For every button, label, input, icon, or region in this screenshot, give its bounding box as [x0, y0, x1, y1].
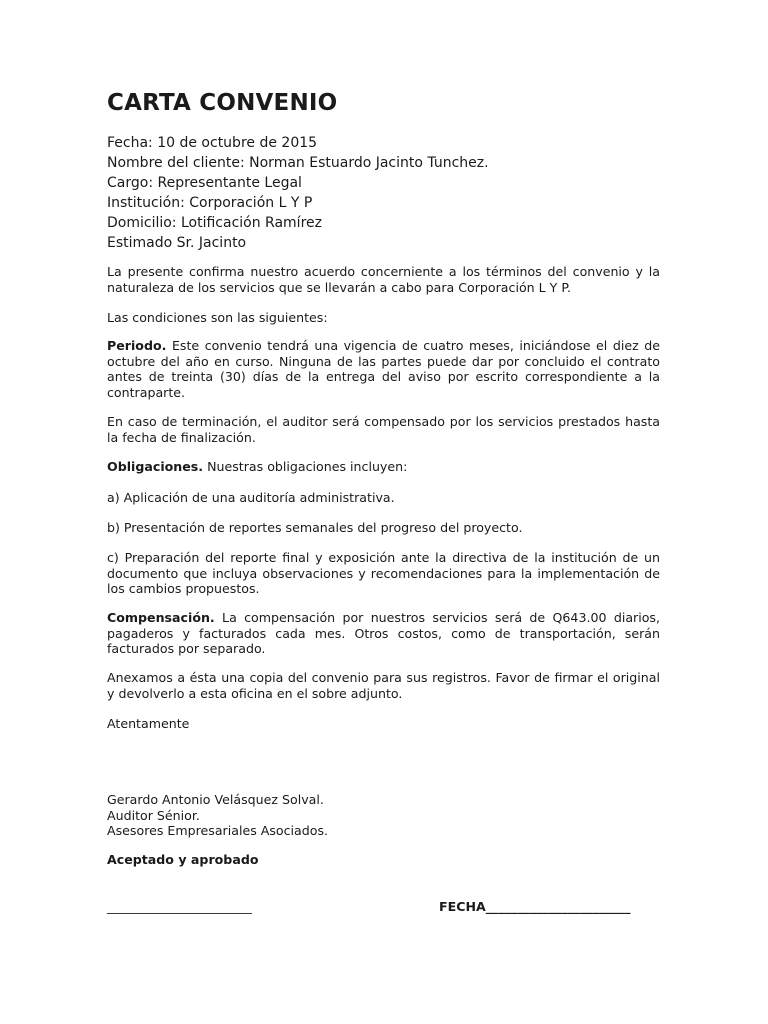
paragraph-compensacion [107, 610, 660, 657]
header-institucion: Institución: Corporación L Y P [107, 195, 313, 211]
paragraph-periodo [107, 338, 660, 400]
header-saludo: Estimado Sr. Jacinto [107, 235, 247, 251]
signature-name: Gerardo Antonio Velásquez Solval. [107, 792, 324, 807]
periodo-label: Periodo. [107, 338, 167, 353]
list-item-a: a) Aplicación de una auditoría administrativa. [107, 490, 395, 505]
obligaciones-label: Obligaciones. [107, 459, 204, 474]
compensacion-text: La compensación por nuestros servicios será de Q643.00 diarios, pagaderos y facturados cada mes. Otros costos, como de transportación, serán facturados por separado. [107, 610, 660, 657]
list-item-b: b) Presentación de reportes semanales del progreso del proyecto. [107, 520, 523, 535]
signature-underline: _______________________ [107, 899, 252, 914]
periodo-text: Este convenio tendrá una vigencia de cuatro meses, iniciándose el diez de octubre del año en curso. Ninguna de las partes puede dar por concluido el contrato antes de treinta (30) días de la entrega del aviso por escrito correspondiente a la contraparte. [107, 338, 660, 400]
list-item-c: c) Preparación del reporte final y exposición ante la directiva de la institución de un documento que incluya observaciones y recomendaciones para la implementación de los cambios propuestos. [107, 550, 660, 597]
paragraph-terminacion: En caso de terminación, el auditor será compensado por los servicios prestados hasta la fecha de finalización. [107, 414, 660, 445]
closing-salutation: Atentamente [107, 716, 190, 731]
header-cliente: Nombre del cliente: Norman Estuardo Jacinto Tunchez. [107, 155, 489, 171]
header-cargo: Cargo: Representante Legal [107, 175, 302, 191]
acceptance-label: Aceptado y aprobado [107, 852, 259, 867]
signature-company: Asesores Empresariales Asociados. [107, 823, 329, 839]
compensacion-label: Compensación. [107, 610, 215, 625]
header-block [107, 133, 667, 253]
document-title: CARTA CONVENIO [107, 90, 338, 116]
paragraph-obligaciones [107, 459, 660, 475]
paragraph-anexo: Anexamos a ésta una copia del convenio para sus registros. Favor de firmar el original y devolverlo a esta oficina en el sobre adjunto. [107, 670, 660, 701]
header-fecha: Fecha: 10 de octubre de 2015 [107, 135, 318, 151]
header-domicilio: Domicilio: Lotificación Ramírez [107, 215, 322, 231]
signature-block [107, 792, 660, 839]
signature-position: Auditor Sénior. [107, 807, 200, 823]
paragraph-condiciones: Las condiciones son las siguientes: [107, 310, 328, 325]
fecha-underline: FECHA_______________________ [439, 899, 631, 914]
paragraph-intro: La presente confirma nuestro acuerdo concerniente a los términos del convenio y la naturaleza de los servicios que se llevarán a cabo para Corporación L Y P. [107, 264, 660, 295]
obligaciones-text: Nuestras obligaciones incluyen: [203, 459, 408, 474]
